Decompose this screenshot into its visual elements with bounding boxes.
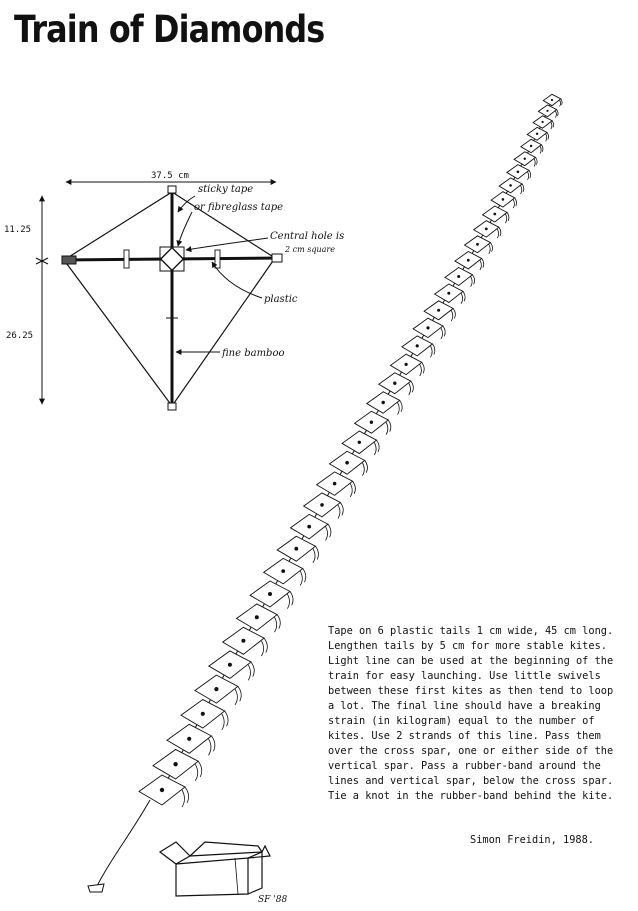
plastic-annotation: plastic	[264, 294, 298, 305]
box-icon	[160, 842, 270, 896]
train-kite	[533, 116, 554, 129]
train-kite	[527, 127, 548, 141]
ground-anchor-icon	[88, 884, 104, 892]
train-kite	[465, 236, 493, 254]
lower-height-label: 26.25	[6, 331, 34, 341]
tape-bottom	[168, 403, 176, 410]
train-kite	[521, 139, 543, 153]
train-kite	[139, 775, 189, 807]
hole-annotation-line2: 2 cm square	[285, 245, 335, 254]
tape-left	[62, 256, 76, 264]
kite-outline	[64, 192, 275, 406]
tape-top	[168, 186, 176, 193]
kite-plan-diagram	[36, 182, 282, 410]
tether-line	[96, 800, 150, 888]
width-label: 37.5 cm	[151, 171, 189, 181]
hole-annotation-line1: Central hole is	[270, 231, 345, 242]
train-kite	[455, 251, 484, 270]
train-kite	[424, 301, 455, 321]
train-kite	[543, 94, 562, 106]
tape-right	[272, 254, 282, 262]
page-title: Train of Diamonds	[14, 8, 325, 51]
central-hole	[161, 248, 184, 271]
upper-height-label: 11.25	[4, 225, 32, 235]
tape-annotation-line1: sticky tape	[198, 184, 254, 195]
bamboo-annotation: fine bamboo	[222, 348, 285, 359]
author-credit: Simon Freidin, 1988.	[470, 834, 594, 846]
tape-annotation-line2: or fibreglass tape	[194, 202, 284, 213]
signature: SF '88	[258, 895, 288, 905]
train-kite	[402, 336, 435, 357]
instructions-text: Tape on 6 plastic tails 1 cm wide, 45 cm long. Lengthen tails by 5 cm for more stable kites. Light line can be used at the beginning of the train for easy launching. Use little swivels between these first kites as then tend to loop a lot. The final line should have a breaking strain (in kilogram) equal to the number of kites. Use 2 strands of this line. Pass them over the cross spar, one or either side of the vertical spar. Pass a rubber-band around the lines and vertical spar, below the cross spar. Tie a knot in the rubber-band behind the kite.	[328, 625, 614, 802]
train-kite	[538, 105, 558, 118]
